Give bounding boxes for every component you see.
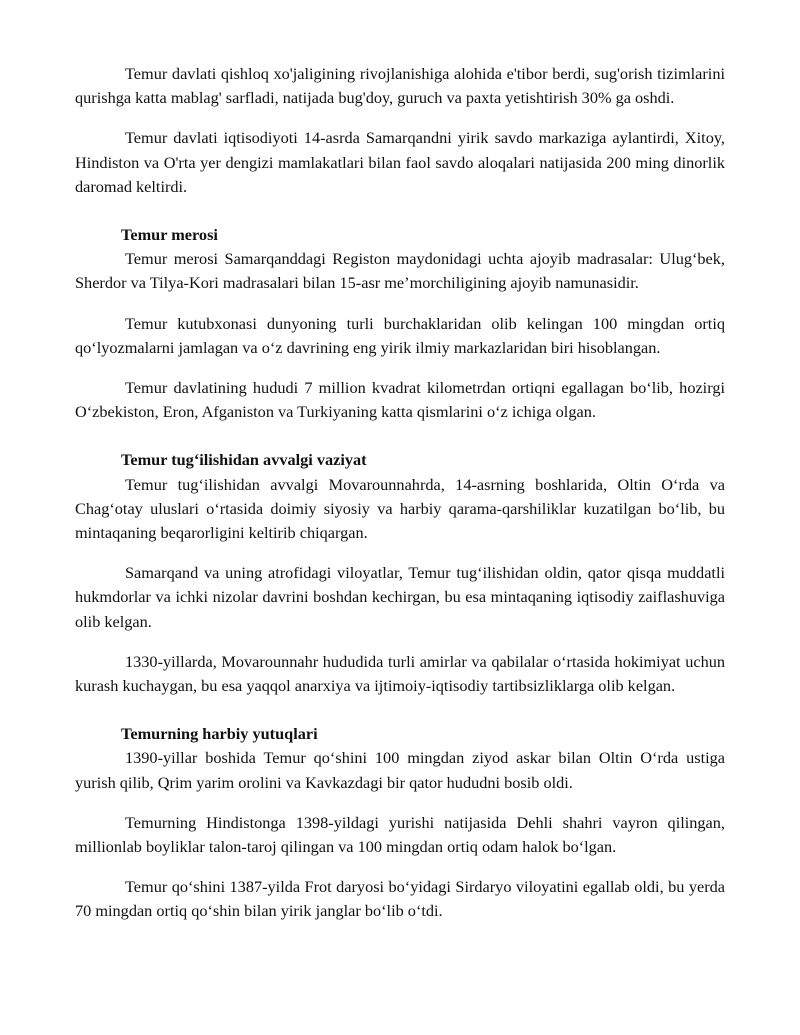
section-heading: Temurning harbiy yutuqlari	[121, 724, 318, 744]
paragraph: Temur kutubxonasi dunyoning turli burchaklaridan olib kelingan 100 mingdan ortiq qo‘lyozmalarni jamlagan va o‘z davrining eng yirik ilmiy markazlaridan biri hisoblangan.	[75, 313, 725, 357]
section-heading: Temur merosi	[121, 225, 218, 245]
paragraph: 1390-yillar boshida Temur qo‘shini 100 mingdan ziyod askar bilan Oltin O‘rda ustiga yurish qilib, Qrim yarim orolini va Kavkazdagi bir qator hududni bosib oldi.	[75, 748, 725, 792]
paragraph: Temur merosi Samarqanddagi Registon maydonidagi uchta ajoyib madrasalar: Ulug‘bek, Sherdor va Tilya-Kori madrasalari bilan 15-asr me’morchiligining ajoyib namunasidir.	[75, 249, 725, 293]
section-legacy	[75, 223, 725, 424]
section-military	[75, 722, 725, 923]
paragraph: Temur qo‘shini 1387-yilda Frot daryosi bo‘yidagi Sirdaryo viloyatini egallab oldi, bu yerda 70 mingdan ortiq qo‘shin bilan yirik janglar bo‘lib o‘tdi.	[75, 877, 725, 921]
section-heading: Temur tug‘ilishidan avvalgi vaziyat	[121, 450, 367, 470]
paragraph: 1330-yillarda, Movarounnahr hududida turli amirlar va qabilalar o‘rtasida hokimiyat uchun kurash kuchaygan, bu esa yaqqol anarxiya va ijtimoiy-iqtisodiy tartibsizliklarga olib kelgan.	[75, 651, 725, 696]
paragraph: Temurning Hindistonga 1398-yildagi yurishi natijasida Dehli shahri vayron qilingan, millionlab boyliklar talon-taroj qilingan va 100 mingdan ortiq odam halok bo‘lgan.	[75, 812, 725, 857]
paragraph-agriculture: Temur davlati qishloq xo'jaligining rivojlanishiga alohida e'tibor berdi, sug'orish tizimlarini qurishga katta mablag' sarfladi, natijada bug'doy, guruch va paxta yetishtirish 30% ga oshdi.	[75, 64, 725, 108]
paragraph: Samarqand va uning atrofidagi viloyatlar, Temur tug‘ilishidan oldin, qator qisqa muddatli hukmdorlar va ichki nizolar davrini boshdan kechirgan, bu esa mintaqaning iqtisodiy zaiflashuviga olib kelgan.	[75, 563, 725, 631]
paragraph: Temur tug‘ilishidan avvalgi Movarounnahrda, 14-asrning boshlarida, Oltin O‘rda va Chag‘otay uluslari o‘rtasida doimiy siyosiy va harbiy qarama-qarshiliklar kuzatilgan bo‘lib, bu mintaqaning beqarorligini keltirib chiqargan.	[75, 474, 725, 543]
paragraph-economy: Temur davlati iqtisodiyoti 14-asrda Samarqandni yirik savdo markaziga aylantirdi, Xitoy, Hindiston va O'rta yer dengizi mamlakatlari bilan faol savdo aloqalari natijasida 200 ming dinorlik daromad keltirdi.	[75, 128, 725, 196]
paragraph: Temur davlatining hududi 7 million kvadrat kilometrdan ortiqni egallagan bo‘lib, hozirgi O‘zbekiston, Eron, Afganiston va Turkiyaning katta qismlarini o‘z ichiga olgan.	[75, 378, 725, 422]
section-before-birth	[75, 448, 725, 698]
